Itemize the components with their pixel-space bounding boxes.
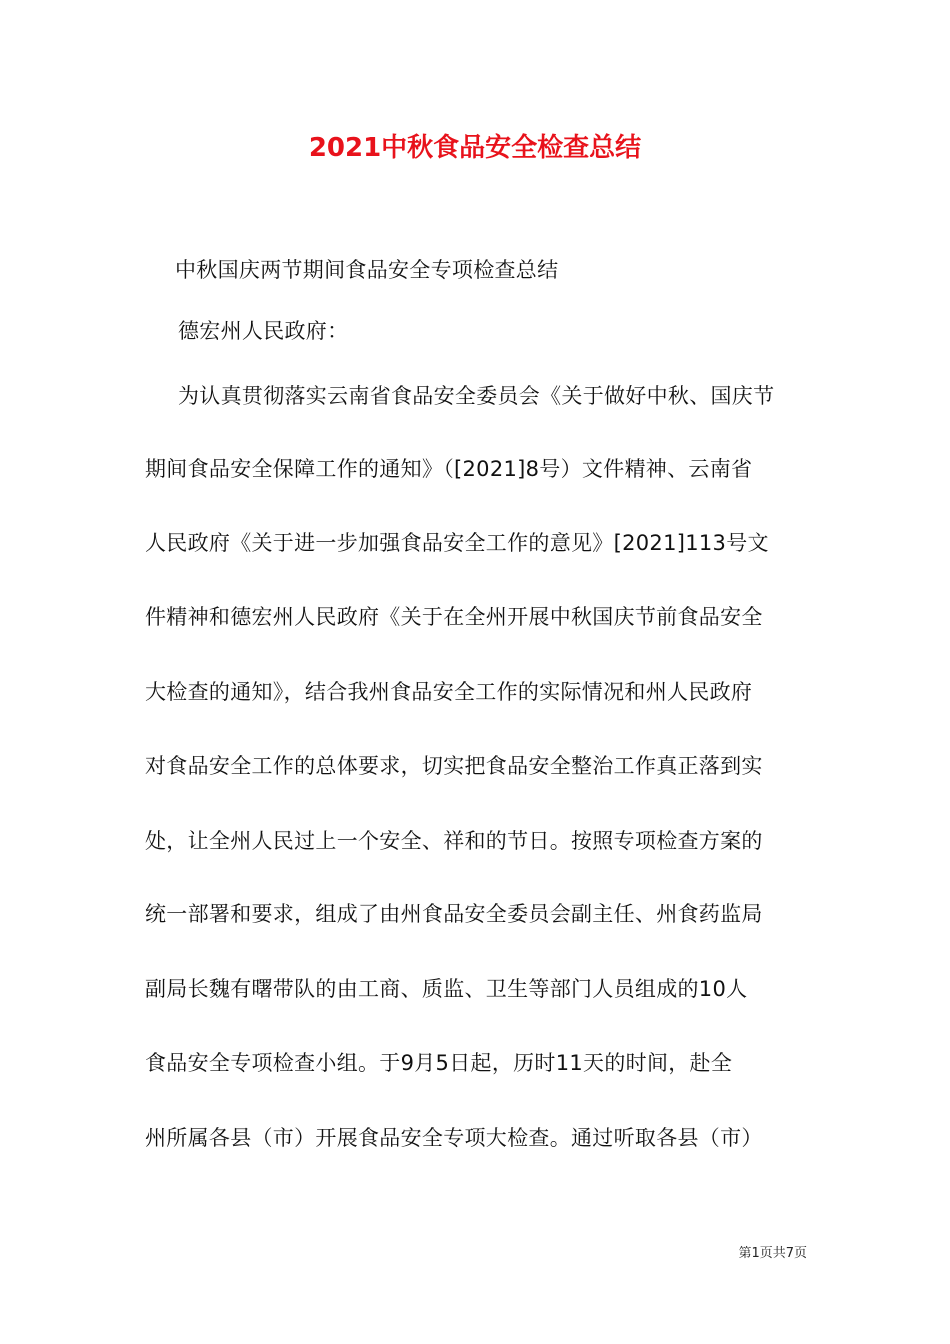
paragraph-line: 对食品安全工作的总体要求，切实把食品安全整治工作真正落到实 xyxy=(145,754,763,778)
paragraph-line: 大检查的通知》，结合我州食品安全工作的实际情况和州人民政府 xyxy=(145,680,753,704)
paragraph-line: 人民政府《关于进一步加强食品安全工作的意见》[2021]113号文 xyxy=(145,531,769,555)
paragraph-line: 食品安全专项检查小组。于9月5日起，历时11天的时间，赴全 xyxy=(145,1051,733,1075)
paragraph-line: 期间食品安全保障工作的通知》（[2021]8号）文件精神、云南省 xyxy=(145,457,753,481)
document-subtitle: 中秋国庆两节期间食品安全专项检查总结 xyxy=(175,258,559,282)
paragraph-line: 处，让全州人民过上一个安全、祥和的节日。按照专项检查方案的 xyxy=(145,829,763,853)
paragraph-line: 件精神和德宏州人民政府《关于在全州开展中秋国庆节前食品安全 xyxy=(145,605,763,629)
paragraph-line: 州所属各县（市）开展食品安全专项大检查。通过听取各县（市） xyxy=(145,1126,763,1150)
paragraph-line: 统一部署和要求，组成了由州食品安全委员会副主任、州食药监局 xyxy=(145,902,763,926)
paragraph-line: 副局长魏有曙带队的由工商、质监、卫生等部门人员组成的10人 xyxy=(145,977,748,1001)
salutation: 德宏州人民政府： xyxy=(178,319,349,343)
page-number: 第1页共7页 xyxy=(738,1246,807,1261)
document-title: 2021中秋食品安全检查总结 xyxy=(308,133,642,163)
paragraph-line: 为认真贯彻落实云南省食品安全委员会《关于做好中秋、国庆节 xyxy=(178,384,775,408)
